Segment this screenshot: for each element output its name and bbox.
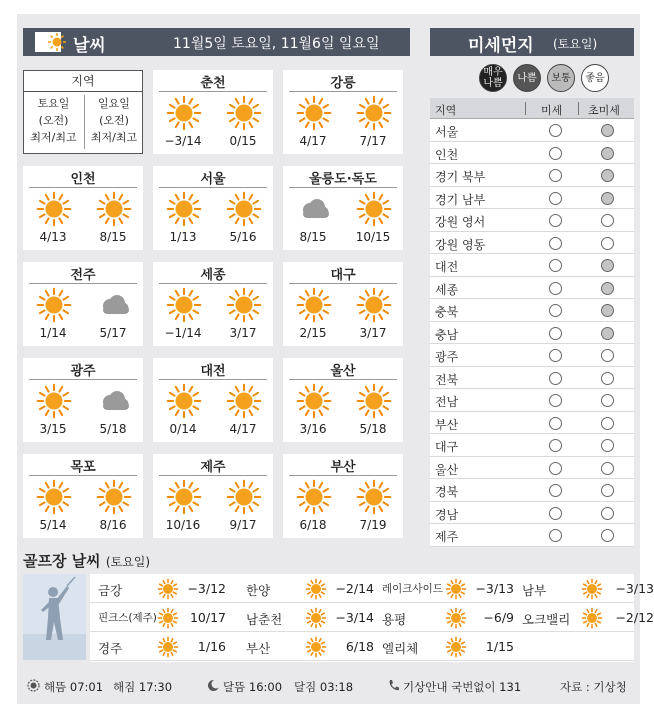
sun-icon bbox=[306, 579, 326, 599]
sun-icon bbox=[297, 96, 331, 130]
sun-icon bbox=[97, 192, 131, 226]
pm25-level-dot bbox=[601, 214, 614, 227]
dust-row bbox=[430, 479, 634, 502]
sun-icon bbox=[582, 579, 602, 599]
sunday-temp: 5/17 bbox=[99, 326, 127, 340]
cloud-icon bbox=[97, 288, 131, 322]
sun-icon bbox=[227, 384, 261, 418]
pm25-level-dot bbox=[601, 349, 614, 362]
golfer-icon bbox=[23, 574, 86, 660]
city-cell bbox=[153, 262, 273, 346]
city-cell bbox=[153, 70, 273, 154]
pm25-level-dot bbox=[601, 192, 614, 205]
saturday-temp: 1/13 bbox=[169, 230, 197, 244]
dust-row bbox=[430, 299, 634, 322]
golf-row bbox=[90, 603, 654, 632]
dust-region: 서울 bbox=[435, 125, 459, 139]
city-cell bbox=[23, 358, 143, 442]
pm10-level-dot bbox=[549, 192, 562, 205]
golf-course-name: 부산 bbox=[246, 641, 271, 656]
pm25-level-dot bbox=[601, 484, 614, 497]
saturday-weather-icon bbox=[37, 192, 71, 226]
dust-region: 경북 bbox=[435, 485, 459, 499]
sun-icon bbox=[446, 608, 466, 628]
dust-region: 광주 bbox=[435, 350, 459, 364]
dust-row bbox=[430, 164, 634, 187]
city-name: 춘천 bbox=[200, 76, 226, 91]
saturday-temp: 4/17 bbox=[299, 134, 327, 148]
dust-row bbox=[430, 322, 634, 345]
saturday-temp: 1/14 bbox=[39, 326, 67, 340]
dust-legend-label: 나쁨 bbox=[517, 72, 537, 84]
golf-row bbox=[90, 574, 654, 603]
city-cell bbox=[153, 166, 273, 250]
city-name: 울릉도·독도 bbox=[309, 172, 377, 187]
legend-saturday-day: 토요일 bbox=[37, 97, 70, 110]
city-name: 목포 bbox=[70, 460, 96, 475]
city-cell bbox=[23, 262, 143, 346]
golf-weather-icon bbox=[446, 608, 466, 628]
sunday-temp: 8/15 bbox=[99, 230, 127, 244]
pm10-level-dot bbox=[549, 259, 562, 272]
saturday-weather-icon bbox=[297, 192, 331, 226]
sunrise-icon bbox=[27, 679, 40, 692]
dust-subtitle: (토요일) bbox=[553, 37, 598, 51]
pm10-level-dot bbox=[549, 124, 562, 137]
legend-region-label: 지역 bbox=[24, 71, 142, 92]
dust-row bbox=[430, 412, 634, 435]
dust-row bbox=[430, 187, 634, 210]
dust-region: 경기 남부 bbox=[435, 192, 486, 207]
saturday-weather-icon bbox=[297, 288, 331, 322]
city-name: 강릉 bbox=[330, 76, 356, 91]
saturday-temp: 2/15 bbox=[299, 326, 327, 340]
sun-icon bbox=[37, 384, 71, 418]
dust-region: 충남 bbox=[435, 327, 459, 342]
phone-icon bbox=[387, 679, 400, 692]
saturday-temp: 4/13 bbox=[39, 230, 67, 244]
sunday-weather-icon bbox=[227, 288, 261, 322]
golf-temp: −3/14 bbox=[335, 610, 374, 625]
saturday-weather-icon bbox=[37, 288, 71, 322]
data-source: 자료 : 기상청 bbox=[560, 680, 627, 694]
saturday-temp: 3/16 bbox=[299, 422, 327, 436]
golf-subtitle: (토요일) bbox=[105, 555, 151, 569]
golf-course bbox=[98, 574, 228, 603]
sunday-temp: 5/18 bbox=[99, 422, 127, 436]
golf-weather-icon bbox=[306, 637, 326, 657]
cloud-icon bbox=[97, 384, 131, 418]
golf-course-name: 남부 bbox=[522, 583, 547, 598]
moonset-time: 달짐 03:18 bbox=[294, 680, 354, 694]
forecast-legend bbox=[23, 70, 143, 154]
pm10-level-dot bbox=[549, 169, 562, 182]
sun-icon bbox=[357, 384, 391, 418]
dust-row bbox=[430, 254, 634, 277]
city-cell bbox=[283, 454, 403, 538]
sunday-temp: 5/16 bbox=[229, 230, 257, 244]
pm25-level-dot bbox=[601, 372, 614, 385]
dust-region: 충북 bbox=[435, 305, 459, 319]
sun-icon bbox=[167, 480, 201, 514]
city-cell bbox=[283, 262, 403, 346]
sunday-temp: 7/19 bbox=[359, 518, 387, 532]
legend-saturday bbox=[24, 95, 83, 146]
dust-row bbox=[430, 344, 634, 367]
sun-icon bbox=[227, 96, 261, 130]
city-name: 대구 bbox=[330, 268, 356, 283]
sunday-weather-icon bbox=[357, 96, 391, 130]
golf-weather-icon bbox=[446, 637, 466, 657]
pm25-level-dot bbox=[601, 169, 614, 182]
dust-row bbox=[430, 367, 634, 390]
dust-row bbox=[430, 119, 634, 142]
saturday-temp: −3/14 bbox=[164, 134, 202, 148]
golf-temp: 1/16 bbox=[197, 639, 226, 654]
dust-region: 울산 bbox=[435, 462, 459, 477]
city-cell bbox=[23, 166, 143, 250]
dust-header bbox=[430, 28, 634, 56]
golf-temp: 6/18 bbox=[345, 639, 374, 654]
city-name: 대전 bbox=[200, 364, 226, 379]
pm25-level-dot bbox=[601, 462, 614, 475]
golf-course-name: 금강 bbox=[98, 583, 123, 598]
legend-saturday-time: (오전) bbox=[38, 114, 69, 127]
dust-region: 전북 bbox=[435, 372, 459, 387]
golf-weather-icon bbox=[158, 608, 178, 628]
legend-sunday-day: 일요일 bbox=[98, 97, 130, 110]
saturday-weather-icon bbox=[167, 480, 201, 514]
weather-phone: 기상안내 국번없이 131 bbox=[403, 680, 522, 694]
sun-icon bbox=[37, 192, 71, 226]
dust-region: 대전 bbox=[435, 260, 459, 274]
weather-header bbox=[23, 28, 410, 56]
sun-icon bbox=[227, 480, 261, 514]
sun-icon bbox=[158, 608, 178, 628]
saturday-temp: 8/15 bbox=[299, 230, 327, 244]
city-cell bbox=[283, 358, 403, 442]
dust-row bbox=[430, 232, 634, 255]
pm25-level-dot bbox=[601, 259, 614, 272]
golf-course bbox=[382, 574, 512, 603]
dust-row bbox=[430, 457, 634, 480]
dust-legend-label: 보통 bbox=[551, 72, 571, 84]
golf-course-name: 경주 bbox=[98, 641, 123, 656]
city-name: 광주 bbox=[70, 364, 96, 379]
sunday-temp: 5/18 bbox=[359, 422, 387, 436]
golf-weather-icon bbox=[306, 579, 326, 599]
sun-icon bbox=[357, 480, 391, 514]
pm10-level-dot bbox=[549, 282, 562, 295]
golf-temp: −3/13 bbox=[615, 581, 654, 596]
sunday-weather-icon bbox=[97, 192, 131, 226]
saturday-temp: 3/15 bbox=[39, 422, 67, 436]
sunday-temp: 7/17 bbox=[359, 134, 387, 148]
city-name: 인천 bbox=[70, 172, 96, 187]
pm10-level-dot bbox=[549, 349, 562, 362]
legend-sunday-time: (오전) bbox=[99, 114, 129, 127]
dust-region: 대구 bbox=[435, 440, 459, 454]
golf-temp: −2/12 bbox=[615, 610, 654, 625]
legend-sunday-range: 최저/최고 bbox=[90, 131, 138, 144]
sun-icon bbox=[297, 288, 331, 322]
sun-icon bbox=[357, 192, 391, 226]
pm10-level-dot bbox=[549, 462, 562, 475]
golf-course bbox=[382, 603, 512, 632]
dust-row bbox=[430, 524, 634, 547]
dust-rows bbox=[430, 119, 634, 547]
dust-row bbox=[430, 389, 634, 412]
sun-icon bbox=[297, 384, 331, 418]
cloud-icon bbox=[297, 192, 331, 226]
dust-row bbox=[430, 502, 634, 525]
golf-course bbox=[246, 632, 376, 661]
sunday-weather-icon bbox=[357, 480, 391, 514]
golf-course bbox=[522, 603, 652, 632]
sun-icon bbox=[227, 288, 261, 322]
forecast-dates: 11월5일 토요일, 11월6일 일요일 bbox=[173, 36, 380, 52]
pm25-level-dot bbox=[601, 529, 614, 542]
sunday-temp: 8/16 bbox=[99, 518, 127, 532]
golf-temp: −3/13 bbox=[475, 581, 514, 596]
sun-icon bbox=[97, 480, 131, 514]
city-name: 제주 bbox=[200, 460, 226, 475]
pm10-level-dot bbox=[549, 507, 562, 520]
sun-icon bbox=[158, 579, 178, 599]
legend-sunday bbox=[84, 95, 143, 149]
sunday-temp: 10/15 bbox=[355, 230, 391, 244]
golf-course-name: 레이크사이드 bbox=[382, 583, 443, 595]
dust-region: 경기 북부 bbox=[435, 170, 486, 184]
sun-icon bbox=[446, 637, 466, 657]
footer bbox=[23, 674, 634, 698]
dust-table bbox=[430, 98, 634, 547]
golf-course bbox=[246, 603, 376, 632]
sunday-temp: 4/17 bbox=[229, 422, 257, 436]
dust-row bbox=[430, 209, 634, 232]
pm25-level-dot bbox=[601, 124, 614, 137]
sun-icon bbox=[357, 96, 391, 130]
dust-legend-label: 매우 나쁨 bbox=[483, 67, 503, 89]
pm25-level-dot bbox=[601, 282, 614, 295]
dust-title: 미세먼지 bbox=[468, 36, 534, 56]
pm25-level-dot bbox=[601, 147, 614, 160]
saturday-weather-icon bbox=[167, 384, 201, 418]
sun-icon bbox=[37, 288, 71, 322]
city-cell bbox=[153, 358, 273, 442]
golf-weather-icon bbox=[158, 637, 178, 657]
dust-head-pm25: 초미세 bbox=[588, 104, 620, 117]
pm25-level-dot bbox=[601, 507, 614, 520]
dust-legend-item bbox=[479, 64, 507, 92]
pm25-level-dot bbox=[601, 417, 614, 430]
sunday-temp: 3/17 bbox=[359, 326, 387, 340]
pm25-level-dot bbox=[601, 394, 614, 407]
sun-icon bbox=[297, 480, 331, 514]
pm25-level-dot bbox=[601, 304, 614, 317]
pm10-level-dot bbox=[549, 439, 562, 452]
legend-saturday-range: 최저/최고 bbox=[30, 131, 77, 144]
city-cell bbox=[153, 454, 273, 538]
weather-title: 날씨 bbox=[73, 36, 106, 56]
saturday-temp: 0/14 bbox=[169, 422, 197, 436]
pm25-level-dot bbox=[601, 237, 614, 250]
sunday-weather-icon bbox=[227, 384, 261, 418]
pm10-level-dot bbox=[549, 304, 562, 317]
moonrise-time: 달뜸 16:00 bbox=[223, 680, 283, 694]
pm10-level-dot bbox=[549, 484, 562, 497]
golf-weather-icon bbox=[158, 579, 178, 599]
pm25-level-dot bbox=[601, 327, 614, 340]
saturday-weather-icon bbox=[167, 288, 201, 322]
saturday-temp: 6/18 bbox=[299, 518, 327, 532]
saturday-weather-icon bbox=[297, 480, 331, 514]
sunday-temp: 9/17 bbox=[229, 518, 257, 532]
saturday-weather-icon bbox=[37, 480, 71, 514]
dust-region: 경남 bbox=[435, 507, 459, 522]
golf-title bbox=[23, 550, 150, 571]
dust-region: 강원 영서 bbox=[435, 215, 486, 229]
sunrise-time: 해뜸 07:01 bbox=[44, 680, 104, 694]
sunday-weather-icon bbox=[97, 480, 131, 514]
sunday-temp: 0/15 bbox=[229, 134, 257, 148]
dust-head-pm10: 미세 bbox=[541, 104, 563, 117]
sunday-weather-icon bbox=[227, 96, 261, 130]
dust-legend-item bbox=[581, 64, 609, 92]
golf-course-name: 용평 bbox=[382, 612, 407, 627]
sunday-weather-icon bbox=[227, 480, 261, 514]
sunday-weather-icon bbox=[227, 192, 261, 226]
sun-icon bbox=[446, 579, 466, 599]
golf-temp: 10/17 bbox=[189, 610, 226, 625]
golf-course-name: 오크밸리 bbox=[522, 612, 571, 627]
pm10-level-dot bbox=[549, 214, 562, 227]
dust-region: 강원 영동 bbox=[435, 237, 486, 252]
dust-legend-label: 좋음 bbox=[585, 72, 605, 84]
saturday-weather-icon bbox=[297, 96, 331, 130]
city-cell bbox=[283, 166, 403, 250]
saturday-temp: −1/14 bbox=[164, 326, 202, 340]
golf-temp: −6/9 bbox=[483, 610, 514, 625]
city-name: 부산 bbox=[330, 460, 356, 475]
golf-course bbox=[382, 632, 512, 661]
city-name: 울산 bbox=[330, 364, 356, 379]
sun-logo-icon bbox=[47, 32, 67, 52]
sun-icon bbox=[582, 608, 602, 628]
sun-icon bbox=[167, 192, 201, 226]
dust-region: 부산 bbox=[435, 417, 459, 432]
saturday-temp: 5/14 bbox=[39, 518, 67, 532]
golf-row bbox=[90, 632, 634, 661]
golf-course bbox=[98, 632, 228, 661]
saturday-weather-icon bbox=[167, 96, 201, 130]
golf-temp: −2/14 bbox=[335, 581, 374, 596]
sun-icon bbox=[158, 637, 178, 657]
golf-weather-icon bbox=[582, 608, 602, 628]
dust-region: 제주 bbox=[435, 530, 459, 544]
city-name: 전주 bbox=[70, 268, 96, 283]
sun-icon bbox=[357, 288, 391, 322]
golf-course bbox=[246, 574, 376, 603]
saturday-weather-icon bbox=[37, 384, 71, 418]
golf-course-name: 남춘천 bbox=[246, 612, 283, 627]
golf-weather-icon bbox=[582, 579, 602, 599]
saturday-temp: 10/16 bbox=[165, 518, 201, 532]
sun-icon bbox=[167, 288, 201, 322]
golf-course bbox=[522, 574, 652, 603]
sun-icon bbox=[306, 637, 326, 657]
pm10-level-dot bbox=[549, 394, 562, 407]
sunday-temp: 3/17 bbox=[229, 326, 257, 340]
dust-region: 세종 bbox=[435, 282, 459, 297]
sun-icon bbox=[306, 608, 326, 628]
golf-title-text: 골프장 날씨 bbox=[23, 552, 101, 570]
golf-weather-icon bbox=[446, 579, 466, 599]
pm10-level-dot bbox=[549, 417, 562, 430]
sunday-weather-icon bbox=[357, 192, 391, 226]
dust-table-header bbox=[430, 98, 634, 119]
sunday-weather-icon bbox=[97, 288, 131, 322]
golf-temp: 1/15 bbox=[485, 639, 514, 654]
golf-course-name: 한양 bbox=[246, 583, 271, 598]
dust-region: 전남 bbox=[435, 395, 459, 409]
pm25-level-dot bbox=[601, 439, 614, 452]
golf-course-name: 핀크스(제주) bbox=[98, 612, 157, 624]
sun-icon bbox=[37, 480, 71, 514]
pm10-level-dot bbox=[549, 237, 562, 250]
golf-forecast-table bbox=[90, 574, 654, 662]
city-cell bbox=[283, 70, 403, 154]
sun-icon bbox=[167, 384, 201, 418]
golf-weather-icon bbox=[306, 608, 326, 628]
moon-icon bbox=[207, 679, 220, 692]
weather-panel bbox=[17, 14, 654, 704]
saturday-weather-icon bbox=[297, 384, 331, 418]
dust-legend-item bbox=[547, 64, 575, 92]
pm10-level-dot bbox=[549, 372, 562, 385]
golfer-illustration bbox=[23, 574, 86, 660]
sunset-time: 해짐 17:30 bbox=[113, 680, 173, 694]
sunday-weather-icon bbox=[357, 288, 391, 322]
sun-icon bbox=[227, 192, 261, 226]
pm10-level-dot bbox=[549, 529, 562, 542]
saturday-weather-icon bbox=[167, 192, 201, 226]
dust-row bbox=[430, 434, 634, 457]
dust-row bbox=[430, 277, 634, 300]
sun-icon bbox=[167, 96, 201, 130]
golf-temp: −3/12 bbox=[187, 581, 226, 596]
golf-course-name: 엘리체 bbox=[382, 641, 419, 656]
pm10-level-dot bbox=[549, 327, 562, 340]
golf-course bbox=[98, 603, 228, 632]
pm10-level-dot bbox=[549, 147, 562, 160]
city-cell bbox=[23, 454, 143, 538]
city-name: 세종 bbox=[200, 268, 226, 283]
dust-row bbox=[430, 142, 634, 165]
dust-head-region: 지역 bbox=[435, 104, 457, 117]
dust-legend-item bbox=[513, 64, 541, 92]
dust-region: 인천 bbox=[435, 147, 459, 162]
sunday-weather-icon bbox=[357, 384, 391, 418]
sunday-weather-icon bbox=[97, 384, 131, 418]
city-name: 서울 bbox=[200, 172, 226, 187]
